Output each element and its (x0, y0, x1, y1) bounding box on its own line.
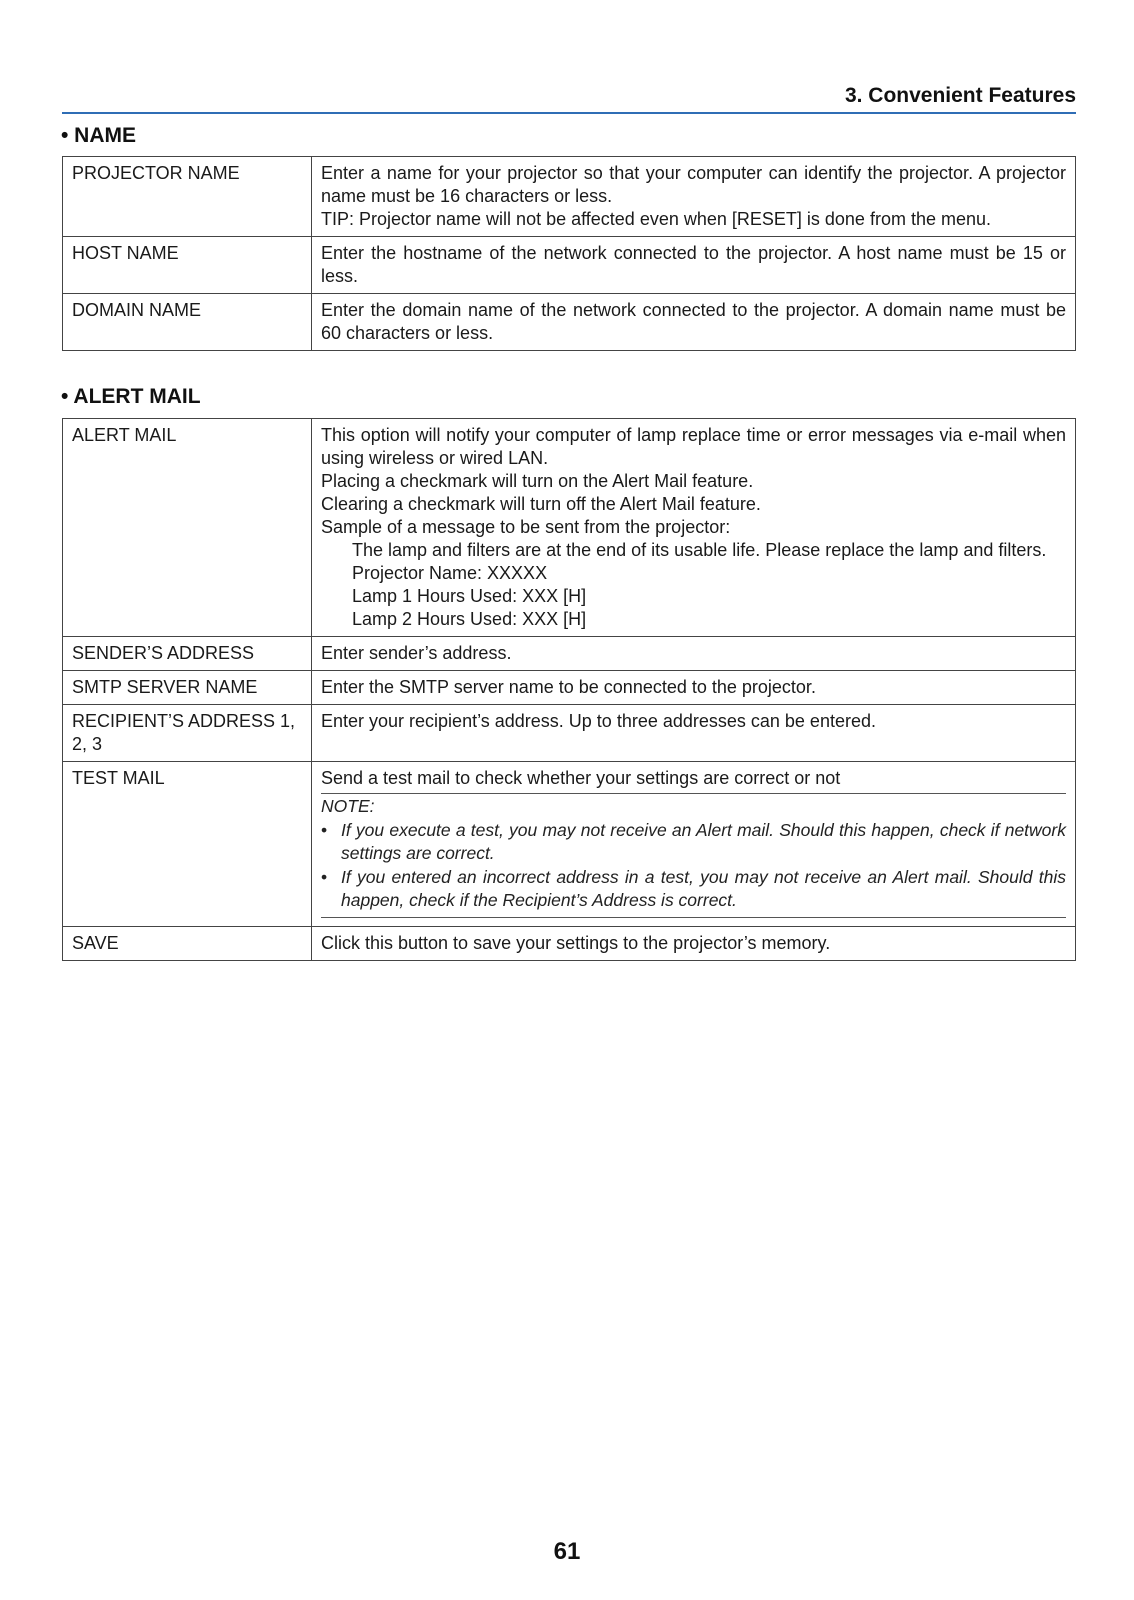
section-heading-alert-mail: • ALERT MAIL (61, 385, 201, 408)
table-row (63, 157, 1076, 237)
row-label-domain-name: DOMAIN NAME (63, 294, 312, 351)
sample-message-line: The lamp and filters are at the end of its usable life. Please replace the lamp and filters. (352, 540, 1047, 560)
note-item (321, 819, 1066, 866)
sample-message-line: Lamp 2 Hours Used: XXX [H] (352, 609, 587, 629)
row-label-senders-address: SENDER’S ADDRESS (63, 637, 312, 671)
chapter-title: 3. Convenient Features (844, 84, 1076, 107)
description-line: Clearing a checkmark will turn off the Alert Mail feature. (321, 494, 761, 514)
table-row (63, 419, 1076, 637)
table-row (63, 671, 1076, 705)
row-label-smtp-server-name: SMTP SERVER NAME (63, 671, 312, 705)
description-line: Send a test mail to check whether your settings are correct or not (321, 768, 841, 788)
tip-line: TIP: Projector name will not be affected even when [RESET] is done from the menu. (321, 209, 991, 229)
description-line: Enter a name for your projector so that your computer can identify the projector. A projector name must be 16 characters or less. (321, 163, 1066, 206)
table-row (63, 294, 1076, 351)
row-label-alert-mail: ALERT MAIL (63, 419, 312, 637)
row-description: Enter your recipient’s address. Up to three addresses can be entered. (312, 705, 1076, 762)
row-description: Click this button to save your settings to the projector’s memory. (312, 926, 1076, 960)
table-row (63, 637, 1076, 671)
table-row (63, 926, 1076, 960)
note-box (321, 793, 1066, 918)
bullet-icon: • (321, 819, 328, 840)
section-heading-name: • NAME (61, 124, 137, 147)
table-row (63, 705, 1076, 762)
row-label-recipients-address: RECIPIENT’S ADDRESS 1, 2, 3 (63, 705, 312, 762)
description-line: Sample of a message to be sent from the projector: (321, 517, 731, 537)
row-description (312, 294, 1076, 351)
row-description: Enter sender’s address. (312, 637, 1076, 671)
chapter-header (62, 84, 1076, 114)
row-description (312, 762, 1076, 927)
description-line: Enter the hostname of the network connected to the projector. A host name must be 15 or less. (321, 243, 1066, 286)
sample-message-line: Lamp 1 Hours Used: XXX [H] (352, 586, 587, 606)
table-row (63, 762, 1076, 927)
description-line: Enter the domain name of the network connected to the projector. A domain name must be 60 characters or less. (321, 300, 1066, 343)
row-label-host-name: HOST NAME (63, 237, 312, 294)
note-text: If you entered an incorrect address in a test, you may not receive an Alert mail. Should this happen, check if the Recipient’s Address is correct. (341, 866, 1066, 910)
note-title: NOTE: (321, 796, 375, 816)
name-settings-table (62, 156, 1076, 351)
table-row (63, 237, 1076, 294)
description-line: Placing a checkmark will turn on the Alert Mail feature. (321, 471, 754, 491)
row-description (312, 157, 1076, 237)
row-description (312, 237, 1076, 294)
row-label-projector-name: PROJECTOR NAME (63, 157, 312, 237)
sample-message-line: Projector Name: XXXXX (352, 563, 548, 583)
row-label-test-mail: TEST MAIL (63, 762, 312, 927)
row-description: Enter the SMTP server name to be connected to the projector. (312, 671, 1076, 705)
bullet-icon: • (321, 866, 328, 887)
note-text: If you execute a test, you may not receive an Alert mail. Should this happen, check if network settings are correct. (341, 819, 1066, 863)
alert-mail-settings-table (62, 418, 1076, 961)
description-line: This option will notify your computer of lamp replace time or error messages via e-mail when using wireless or wired LAN. (321, 425, 1066, 468)
note-item (321, 866, 1066, 913)
row-label-save: SAVE (63, 926, 312, 960)
page-number: 61 (553, 1538, 581, 1565)
row-description (312, 419, 1076, 637)
